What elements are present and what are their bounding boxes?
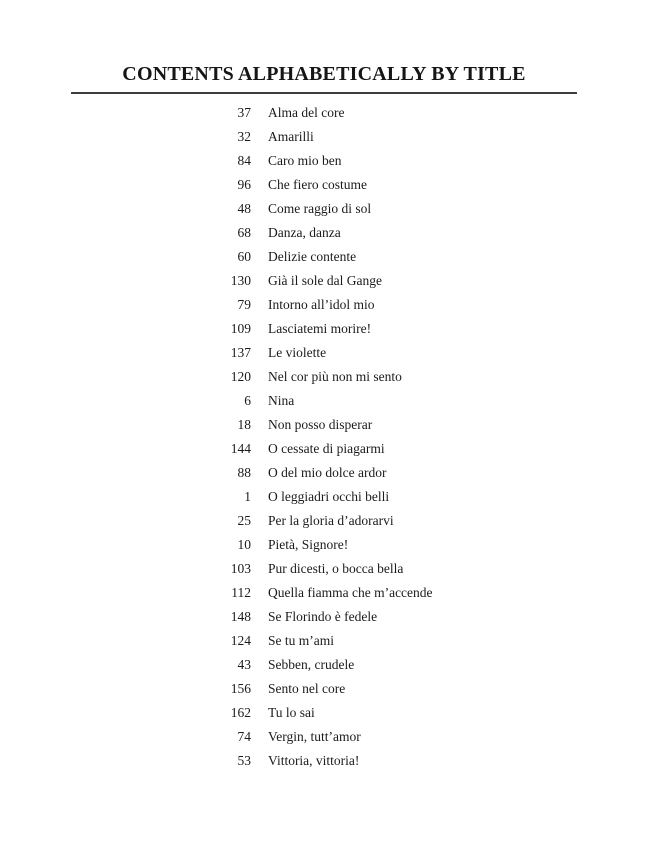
toc-song-title: Vergin, tutt’amor: [268, 729, 361, 744]
toc-page-number: 162: [230, 705, 251, 720]
toc-page-number: 1: [244, 489, 251, 504]
toc-row: [203, 173, 433, 197]
toc-row: [203, 293, 433, 317]
toc-page-number: 68: [237, 225, 251, 240]
toc-list: [203, 101, 433, 773]
toc-row: [203, 461, 433, 485]
toc-song-title: Già il sole dal Gange: [268, 273, 382, 288]
toc-song-title: Danza, danza: [268, 225, 341, 240]
toc-song-title: Se Florindo è fedele: [268, 609, 378, 624]
title-rule: [71, 92, 577, 94]
toc-page-number: 156: [230, 681, 251, 696]
toc-row: [203, 653, 433, 677]
toc-row: [203, 677, 433, 701]
toc-page-number: 137: [230, 345, 251, 360]
toc-song-title: Sebben, crudele: [268, 657, 355, 672]
toc-song-title: Intorno all’idol mio: [268, 297, 375, 312]
page-title: CONTENTS ALPHABETICALLY BY TITLE: [122, 63, 526, 85]
toc-row: [203, 413, 433, 437]
toc-song-title: Lasciatemi morire!: [268, 321, 372, 336]
toc-song-title: Che fiero costume: [268, 177, 367, 192]
toc-row: [203, 605, 433, 629]
toc-song-title: Per la gloria d’adorarvi: [268, 513, 394, 528]
toc-song-title: Caro mio ben: [268, 153, 342, 168]
toc-page-number: 124: [230, 633, 251, 648]
toc-row: [203, 269, 433, 293]
toc-row: [203, 245, 433, 269]
page-header: [0, 0, 648, 85]
toc-row: [203, 485, 433, 509]
toc-song-title: Se tu m’ami: [268, 633, 334, 648]
toc-page-number: 120: [230, 369, 251, 384]
toc-page-number: 48: [237, 201, 251, 216]
toc-song-title: O cessate di piagarmi: [268, 441, 385, 456]
toc-row: [203, 701, 433, 725]
toc-song-title: Come raggio di sol: [268, 201, 372, 216]
toc-page-number: 144: [230, 441, 251, 456]
toc-row: [203, 437, 433, 461]
toc-row: [203, 749, 433, 773]
toc-page-number: 79: [237, 297, 251, 312]
toc-row: [203, 221, 433, 245]
toc-song-title: Quella fiamma che m’accende: [268, 585, 433, 600]
toc-song-title: O leggiadri occhi belli: [268, 489, 390, 504]
toc-page-number: 6: [244, 393, 251, 408]
toc-page-number: 53: [237, 753, 251, 768]
toc-row: [203, 581, 433, 605]
toc-page-number: 112: [231, 585, 251, 600]
toc-song-title: Le violette: [268, 345, 327, 360]
toc-row: [203, 317, 433, 341]
toc-row: [203, 341, 433, 365]
toc-page-number: 10: [237, 537, 251, 552]
toc-song-title: Non posso disperar: [268, 417, 373, 432]
toc-row: [203, 365, 433, 389]
toc-page-number: 32: [237, 129, 251, 144]
toc-page-number: 96: [237, 177, 251, 192]
toc-page-number: 109: [230, 321, 251, 336]
toc-page-number: 43: [237, 657, 251, 672]
toc-page-number: 84: [237, 153, 251, 168]
toc-song-title: Pur dicesti, o bocca bella: [268, 561, 404, 576]
toc-row: [203, 149, 433, 173]
toc-page-number: 18: [237, 417, 251, 432]
toc-page-number: 103: [230, 561, 251, 576]
toc-song-title: Nina: [268, 393, 295, 408]
toc-row: [203, 533, 433, 557]
toc-song-title: Tu lo sai: [268, 705, 315, 720]
toc-row: [203, 197, 433, 221]
toc-page-number: 60: [237, 249, 251, 264]
toc-row: [203, 557, 433, 581]
toc-song-title: Delizie contente: [268, 249, 357, 264]
toc-song-title: Pietà, Signore!: [268, 537, 349, 552]
toc-row: [203, 509, 433, 533]
toc-row: [203, 725, 433, 749]
toc-song-title: Amarilli: [268, 129, 314, 144]
toc-page-number: 148: [230, 609, 251, 624]
toc-page-number: 74: [237, 729, 251, 744]
toc-song-title: Alma del core: [268, 105, 345, 120]
toc-row: [203, 101, 433, 125]
toc-song-title: Sento nel core: [268, 681, 346, 696]
toc-row: [203, 629, 433, 653]
toc-page-number: 88: [237, 465, 251, 480]
toc-page-number: 130: [230, 273, 251, 288]
toc-song-title: O del mio dolce ardor: [268, 465, 387, 480]
toc-page-number: 25: [237, 513, 251, 528]
toc-row: [203, 389, 433, 413]
toc-song-title: Nel cor più non mi sento: [268, 369, 402, 384]
toc-row: [203, 125, 433, 149]
toc-song-title: Vittoria, vittoria!: [268, 753, 360, 768]
toc-page-number: 37: [237, 105, 251, 120]
